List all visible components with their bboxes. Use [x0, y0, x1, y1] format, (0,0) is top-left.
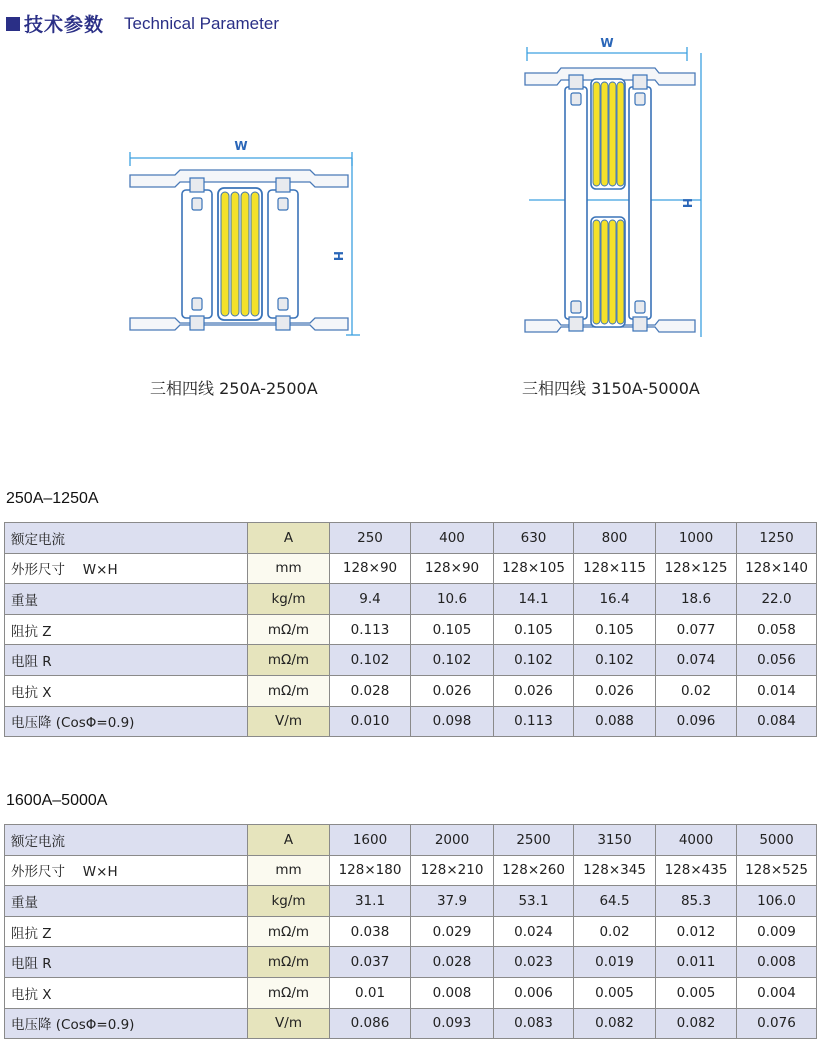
row-unit: kg/m [248, 886, 330, 917]
table-cell: 0.098 [411, 706, 494, 737]
row-unit: V/m [248, 706, 330, 737]
row-unit: mΩ/m [248, 947, 330, 978]
table-row [5, 706, 817, 737]
table-cell: 106.0 [737, 886, 817, 917]
table-cell: 0.011 [656, 947, 737, 978]
diagram-caption-small: 三相四线 250A-2500A [150, 379, 318, 398]
table-row [5, 855, 817, 886]
table-cell: 0.074 [656, 645, 737, 676]
table-cell: 3150 [574, 825, 656, 856]
row-label: 阻抗 Z [5, 916, 248, 947]
table-cell: 2000 [411, 825, 494, 856]
table-cell: 0.076 [737, 1008, 817, 1039]
table-cell: 128×115 [574, 553, 656, 584]
table-cell: 630 [494, 523, 574, 554]
table-cell: 0.026 [411, 675, 494, 706]
table-cell: 128×105 [494, 553, 574, 584]
table-cell: 0.01 [330, 977, 411, 1008]
table-cell: 0.037 [330, 947, 411, 978]
table-cell: 128×180 [330, 855, 411, 886]
table-cell: 128×525 [737, 855, 817, 886]
table-cell: 2500 [494, 825, 574, 856]
busway-section-diagram-large [515, 35, 715, 345]
table-cell: 0.102 [574, 645, 656, 676]
table-cell: 0.113 [330, 614, 411, 645]
row-label: 电阻 R [5, 947, 248, 978]
table-cell: 0.038 [330, 916, 411, 947]
table-row [5, 916, 817, 947]
table-cell: 9.4 [330, 584, 411, 615]
table-cell: 0.102 [411, 645, 494, 676]
table-cell: 85.3 [656, 886, 737, 917]
table-cell: 800 [574, 523, 656, 554]
row-label: 重量 [5, 584, 248, 615]
table-cell: 10.6 [411, 584, 494, 615]
table-cell: 37.9 [411, 886, 494, 917]
row-label: 外形尺寸 W×H [5, 855, 248, 886]
table-cell: 0.082 [574, 1008, 656, 1039]
table-cell: 0.02 [574, 916, 656, 947]
table-cell: 0.008 [737, 947, 817, 978]
table-cell: 0.028 [411, 947, 494, 978]
table-cell: 53.1 [494, 886, 574, 917]
table-cell: 0.012 [656, 916, 737, 947]
table-cell: 0.077 [656, 614, 737, 645]
busway-section-diagram-small [120, 130, 370, 345]
table-cell: 128×90 [330, 553, 411, 584]
row-unit: mΩ/m [248, 614, 330, 645]
table-cell: 1600 [330, 825, 411, 856]
row-unit: mm [248, 553, 330, 584]
table-cell: 0.006 [494, 977, 574, 1008]
table-row [5, 886, 817, 917]
section-header [6, 10, 279, 37]
table-row [5, 947, 817, 978]
table-cell: 22.0 [737, 584, 817, 615]
table-cell: 0.008 [411, 977, 494, 1008]
table-cell: 128×210 [411, 855, 494, 886]
table-cell: 1250 [737, 523, 817, 554]
row-unit: A [248, 825, 330, 856]
table-cell: 0.004 [737, 977, 817, 1008]
table-cell: 0.019 [574, 947, 656, 978]
table-row [5, 553, 817, 584]
table-row [5, 523, 817, 554]
row-unit: mΩ/m [248, 645, 330, 676]
h-dimension-label: H [331, 250, 345, 262]
table-cell: 0.084 [737, 706, 817, 737]
table-cell: 0.009 [737, 916, 817, 947]
diagram-caption-large: 三相四线 3150A-5000A [522, 379, 700, 398]
table-cell: 0.026 [494, 675, 574, 706]
table-cell: 128×345 [574, 855, 656, 886]
table-cell: 5000 [737, 825, 817, 856]
spec-table-250-1250 [4, 522, 817, 737]
table-cell: 1000 [656, 523, 737, 554]
table-cell: 0.026 [574, 675, 656, 706]
table-cell: 128×125 [656, 553, 737, 584]
table2-title: 1600A–5000A [6, 792, 108, 809]
table-cell: 0.082 [656, 1008, 737, 1039]
w-dimension-label: W [600, 36, 614, 50]
table-row [5, 825, 817, 856]
row-label: 电压降 (CosΦ=0.9) [5, 1008, 248, 1039]
table-cell: 0.083 [494, 1008, 574, 1039]
h-dimension-label: H [680, 197, 694, 209]
table-cell: 250 [330, 523, 411, 554]
row-unit: mΩ/m [248, 916, 330, 947]
row-unit: mm [248, 855, 330, 886]
table-cell: 0.096 [656, 706, 737, 737]
table-cell: 0.056 [737, 645, 817, 676]
table-cell: 0.086 [330, 1008, 411, 1039]
table-cell: 128×435 [656, 855, 737, 886]
table-cell: 0.005 [656, 977, 737, 1008]
table-cell: 0.028 [330, 675, 411, 706]
table-cell: 0.088 [574, 706, 656, 737]
row-label: 额定电流 [5, 523, 248, 554]
row-unit: kg/m [248, 584, 330, 615]
row-label: 电压降 (CosΦ=0.9) [5, 706, 248, 737]
row-label: 重量 [5, 886, 248, 917]
row-unit: A [248, 523, 330, 554]
table-cell: 0.005 [574, 977, 656, 1008]
table-cell: 0.113 [494, 706, 574, 737]
row-unit: mΩ/m [248, 977, 330, 1008]
table-cell: 14.1 [494, 584, 574, 615]
table-cell: 128×260 [494, 855, 574, 886]
row-unit: mΩ/m [248, 675, 330, 706]
table-cell: 128×140 [737, 553, 817, 584]
table-cell: 0.024 [494, 916, 574, 947]
spec-table-1600-5000 [4, 824, 817, 1039]
table-row [5, 977, 817, 1008]
table1-title: 250A–1250A [6, 490, 99, 507]
table-row [5, 584, 817, 615]
table-row [5, 1008, 817, 1039]
table-cell: 0.105 [494, 614, 574, 645]
table-row [5, 675, 817, 706]
row-label: 电抗 X [5, 977, 248, 1008]
table-cell: 0.014 [737, 675, 817, 706]
header-title-cn: 技术参数 [24, 14, 105, 36]
row-label: 阻抗 Z [5, 614, 248, 645]
w-dimension-label: W [234, 139, 248, 153]
table-cell: 0.023 [494, 947, 574, 978]
header-title-en: Technical Parameter [124, 13, 279, 33]
table-cell: 16.4 [574, 584, 656, 615]
table-cell: 0.102 [494, 645, 574, 676]
table-cell: 0.058 [737, 614, 817, 645]
table-cell: 4000 [656, 825, 737, 856]
row-label: 电阻 R [5, 645, 248, 676]
row-label: 电抗 X [5, 675, 248, 706]
table-cell: 400 [411, 523, 494, 554]
table-cell: 0.093 [411, 1008, 494, 1039]
table-cell: 0.102 [330, 645, 411, 676]
row-unit: V/m [248, 1008, 330, 1039]
row-label: 外形尺寸 W×H [5, 553, 248, 584]
table-cell: 0.02 [656, 675, 737, 706]
table-cell: 31.1 [330, 886, 411, 917]
table-cell: 64.5 [574, 886, 656, 917]
table-cell: 0.010 [330, 706, 411, 737]
table-cell: 0.029 [411, 916, 494, 947]
table-cell: 18.6 [656, 584, 737, 615]
table-row [5, 614, 817, 645]
table-cell: 128×90 [411, 553, 494, 584]
table-row [5, 645, 817, 676]
table-cell: 0.105 [411, 614, 494, 645]
header-bullet-icon [6, 17, 20, 31]
table-cell: 0.105 [574, 614, 656, 645]
row-label: 额定电流 [5, 825, 248, 856]
